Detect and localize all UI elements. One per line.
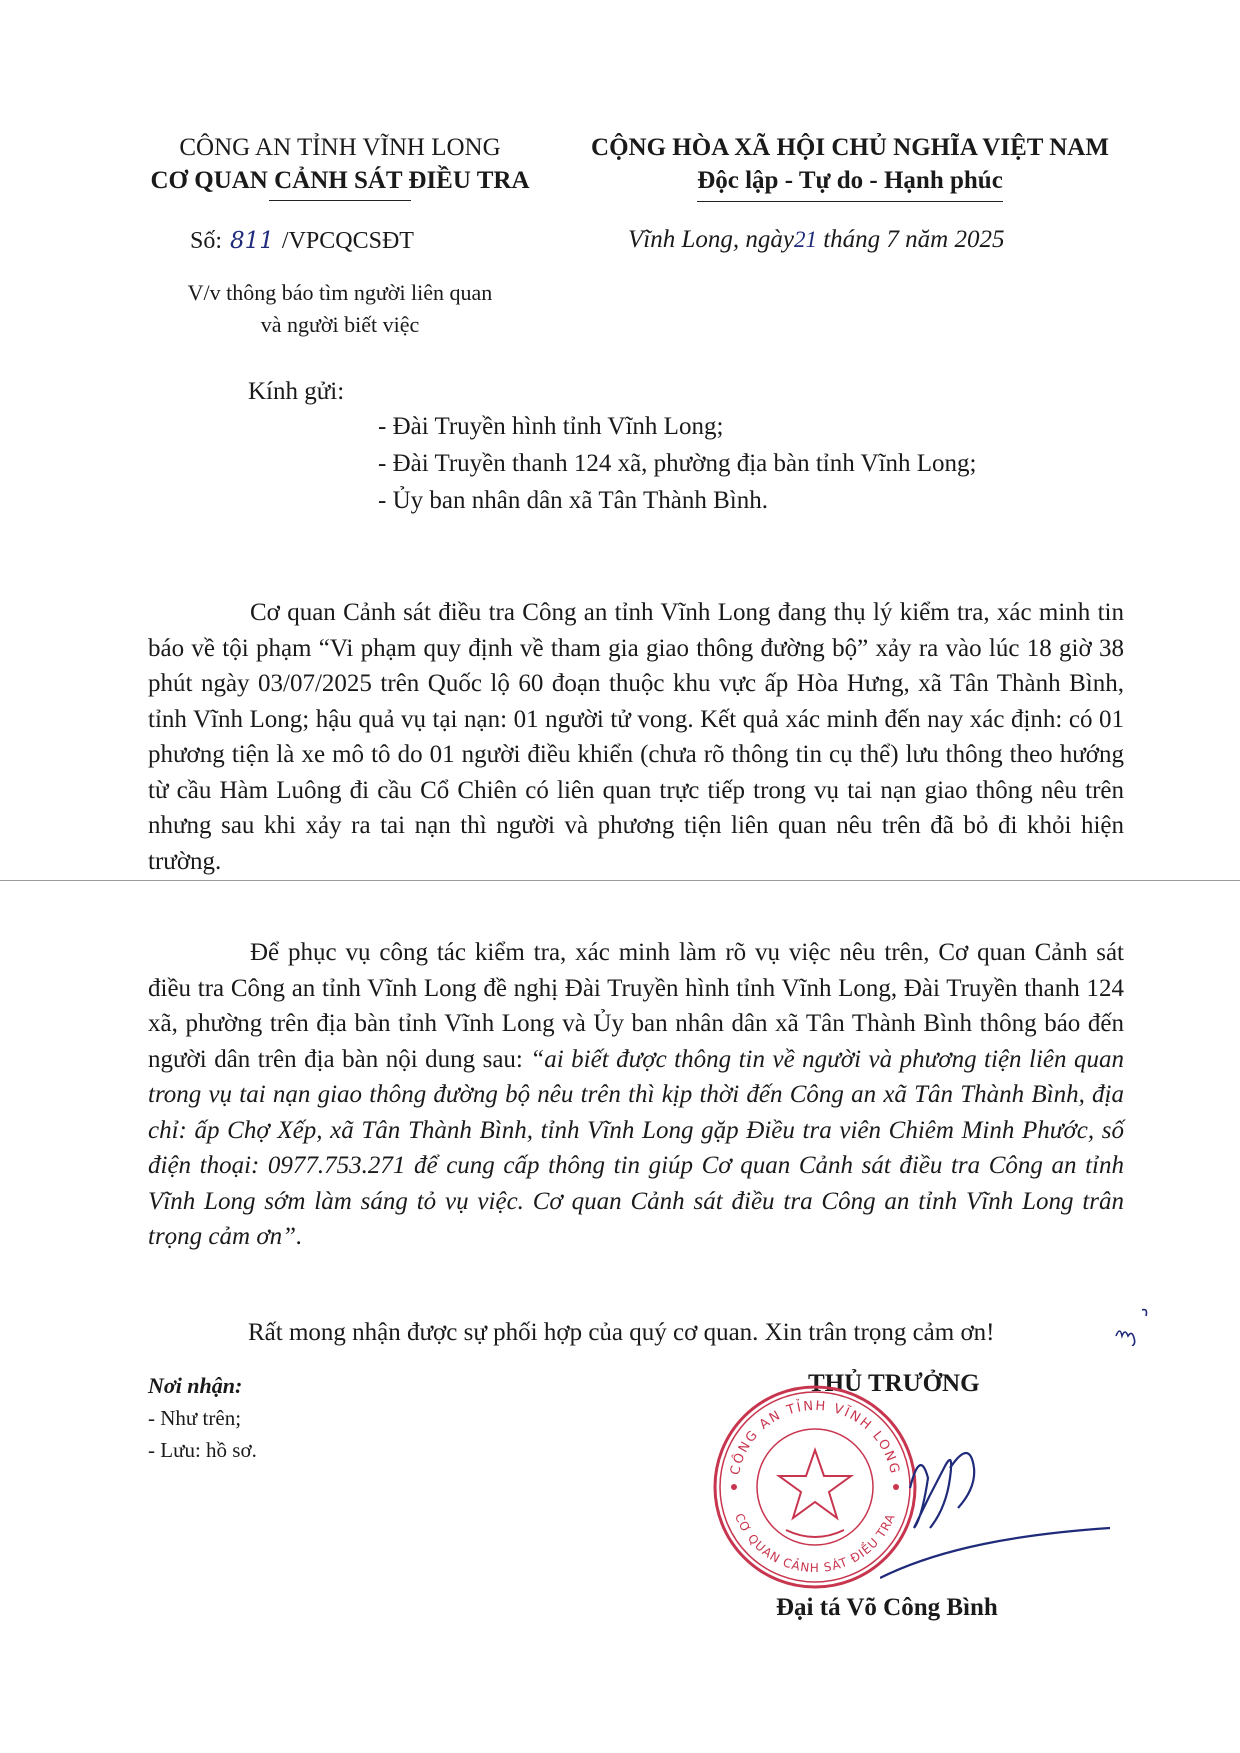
handwritten-document-number: 811 xyxy=(230,228,274,254)
scan-fold-line xyxy=(0,880,1240,881)
signer-title: THỦ TRƯỞNG xyxy=(808,1370,980,1397)
distribution-title: Nơi nhận: xyxy=(148,1373,243,1398)
agency-header xyxy=(120,132,560,201)
subject-line xyxy=(140,277,540,341)
recipient-list xyxy=(378,408,977,519)
body-paragraph-1: Cơ quan Cảnh sát điều tra Công an tỉnh Vĩnh Long đang thụ lý kiểm tra, xác minh tin báo về tội phạm “Vi phạm quy định về tham gia giao thông đường bộ” xảy ra vào lúc 18 giờ 38 phút ngày 03/07/2025 trên Quốc lộ 60 đoạn thuộc khu vực ấp Hòa Hưng, xã Tân Thành Bình, tỉnh Vĩnh Long; hậu quả vụ tại nạn: 01 người tử vong. Kết quả xác minh đến nay xác định: có 01 phương tiện là xe mô tô do 01 người điều khiển (chưa rõ thông tin cụ thể) lưu thông theo hướng từ cầu Hàm Luông đi cầu Cổ Chiên có liên quan trực tiếp trong vụ tai nạn giao thông nêu trên nhưng sau khi xảy ra tai nạn thì người và phương tiện liên quan nêu trên đã bỏ đi khỏi hiện trường. xyxy=(148,599,1124,875)
subject-line-1: V/v thông báo tìm người liên quan xyxy=(187,280,493,305)
closing-line: Rất mong nhận được sự phối hợp của quý cơ quan. Xin trân trọng cảm ơn! xyxy=(248,1319,995,1346)
national-header xyxy=(560,132,1140,202)
recipient-item: - Ủy ban nhân dân xã Tân Thành Bình. xyxy=(378,487,768,514)
nation-title: CỘNG HÒA XÃ HỘI CHỦ NGHĨA VIỆT NAM xyxy=(591,134,1109,161)
distribution-item: - Như trên; xyxy=(148,1406,242,1430)
agency-parent-name: CÔNG AN TỈNH VĨNH LONG xyxy=(179,134,501,161)
issue-date xyxy=(628,226,1004,254)
distribution-list xyxy=(148,1370,257,1466)
recipient-item: - Đài Truyền thanh 124 xã, phường địa bàn tỉnh Vĩnh Long; xyxy=(378,450,977,477)
svg-text:CƠ QUAN CẢNH SÁT ĐIỀU TRA: CƠ QUAN CẢNH SÁT ĐIỀU TRA xyxy=(732,1511,898,1576)
subject-line-2: và người biết việc xyxy=(260,312,420,337)
paragraph-2-intro: Để phục vụ công tác kiểm tra, xác minh làm rõ vụ việc nêu trên, Cơ quan Cảnh sát điều tra Công an tỉnh Vĩnh Long đề nghị Đài Truyền hình tỉnh Vĩnh Long, Đài Truyền thanh 124 xã, phường trên địa bàn tỉnh Vĩnh Long và Ủy ban nhân dân xã Tân Thành Bình thông báo đến người dân trên địa bàn nội dung sau: xyxy=(148,939,1124,1073)
recipient-item: - Đài Truyền hình tỉnh Vĩnh Long; xyxy=(378,413,724,440)
svg-text:CÔNG AN TỈNH VĨNH LONG: CÔNG AN TỈNH VĨNH LONG xyxy=(727,1398,903,1477)
agency-name: CƠ QUAN CẢNH SÁT ĐIỀU TRA xyxy=(150,167,530,194)
distribution-item: - Lưu: hồ sơ. xyxy=(148,1438,257,1462)
date-suffix: tháng 7 năm 2025 xyxy=(823,226,1005,253)
date-prefix: Vĩnh Long, ngày xyxy=(628,226,794,253)
handwritten-signature xyxy=(880,1428,1150,1598)
handwritten-initials xyxy=(1112,1306,1154,1346)
agency-underline xyxy=(269,200,411,201)
document-number-label: Số: xyxy=(190,228,223,254)
document-number xyxy=(190,228,414,255)
handwritten-day: 21 xyxy=(793,227,817,252)
salutation: Kính gửi: xyxy=(248,378,345,405)
document-number-suffix: /VPCQCSĐT xyxy=(281,228,414,254)
body-paragraph-2 xyxy=(148,935,1124,1255)
paragraph-2-quote: “ai biết được thông tin về người và phương tiện liên quan trong vụ tai nạn giao thông đường bộ nêu trên thì kịp thời đến Công an xã Tân Thành Bình, địa chỉ: ấp Chợ Xếp, xã Tân Thành Bình, tỉnh Vĩnh Long gặp Điều tra viên Chiêm Minh Phước, số điện thoại: 0977.753.271 để cung cấp thông tin giúp Cơ quan Cảnh sát điều tra Công an tỉnh Vĩnh Long sớm làm sáng tỏ vụ việc. Cơ quan Cảnh sát điều tra Công an tỉnh Vĩnh Long trân trọng cảm ơn”. xyxy=(148,1045,1124,1250)
signer-name: Đại tá Võ Công Bình xyxy=(776,1594,998,1621)
national-motto: Độc lập - Tự do - Hạnh phúc xyxy=(697,164,1003,202)
